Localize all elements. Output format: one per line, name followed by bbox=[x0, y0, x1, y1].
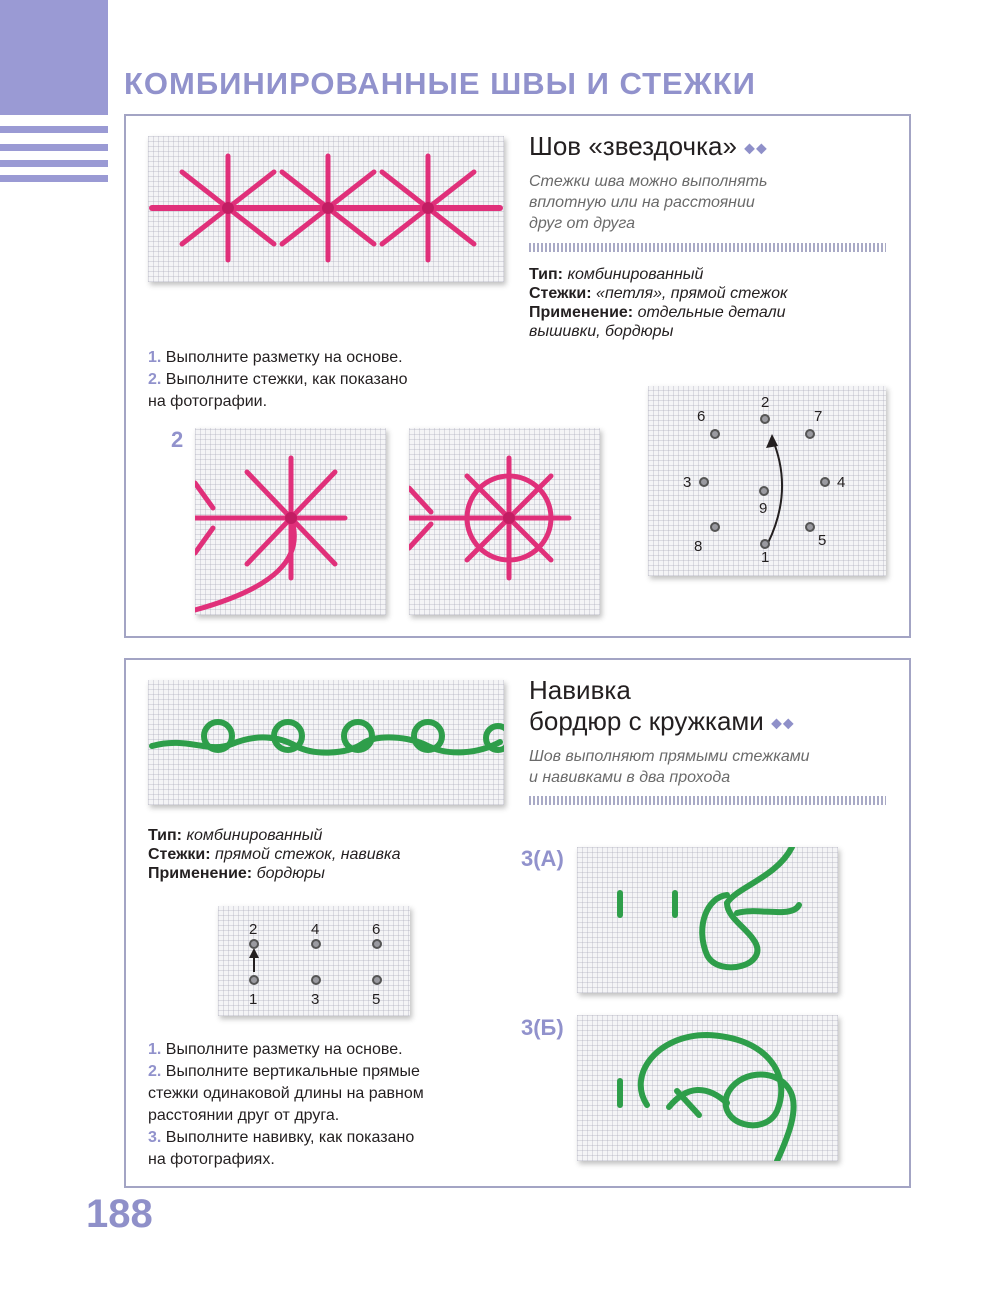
header-stripe bbox=[0, 144, 108, 151]
usage-value: бордюры bbox=[256, 865, 325, 882]
step-photo-right bbox=[409, 428, 600, 615]
step-text: стежки одинаковой длины на равном bbox=[148, 1085, 424, 1102]
note-line: и навивками в два прохода bbox=[529, 769, 731, 786]
border-stitch-diagram bbox=[218, 906, 410, 1016]
border-stitch-point-diagram bbox=[218, 906, 410, 1016]
divider bbox=[529, 796, 886, 805]
point-label: 3 bbox=[683, 474, 692, 491]
border-stitch-note bbox=[529, 746, 810, 788]
header-stripe bbox=[0, 126, 108, 133]
star-in-progress-illustration bbox=[195, 428, 386, 615]
figure-label: 2 bbox=[171, 427, 184, 452]
type-row bbox=[148, 826, 400, 845]
point-label: 6 bbox=[372, 921, 381, 938]
border-stitch-title-line: бордюр с кружками bbox=[529, 706, 764, 736]
point-label: 5 bbox=[372, 991, 381, 1008]
step-number: 2. bbox=[148, 371, 162, 388]
point-label: 6 bbox=[697, 408, 706, 425]
border-stitch-steps bbox=[148, 1039, 424, 1171]
step-photo-3b bbox=[577, 1015, 838, 1161]
note-line: Шов выполняют прямыми стежками bbox=[529, 748, 810, 765]
star-stitch-note bbox=[529, 171, 767, 234]
border-stitch-title bbox=[529, 675, 795, 739]
star-stitch-title-text: Шов «звездочка» bbox=[529, 131, 737, 161]
step-text: Выполните разметку на основе. bbox=[165, 349, 403, 366]
border-stitch-illustration bbox=[148, 680, 504, 805]
point-label: 1 bbox=[249, 991, 258, 1008]
border-stitch-photo bbox=[148, 680, 504, 805]
header-stripe bbox=[0, 175, 108, 182]
usage-row bbox=[529, 303, 788, 322]
step-item bbox=[148, 347, 407, 369]
step-item bbox=[148, 1061, 424, 1083]
step-item bbox=[148, 1039, 424, 1061]
point-label: 2 bbox=[761, 394, 770, 411]
stitches-row bbox=[529, 284, 788, 303]
star-stitch-steps bbox=[148, 347, 407, 413]
step-item bbox=[148, 1127, 424, 1149]
type-label: Тип: bbox=[529, 266, 563, 283]
point-label: 4 bbox=[837, 474, 846, 491]
usage-value: вышивки, бордюры bbox=[529, 323, 674, 340]
step-number: 1. bbox=[148, 349, 162, 366]
step-photo-left bbox=[195, 428, 386, 615]
step-number: 1. bbox=[148, 1041, 162, 1058]
divider bbox=[529, 243, 886, 252]
page-number: 188 bbox=[86, 1192, 153, 1236]
figure-label: 3(Б) bbox=[521, 1015, 564, 1040]
step-number: 3. bbox=[148, 1129, 162, 1146]
difficulty-diamonds-icon: ◆◆ bbox=[744, 139, 768, 156]
star-stitch-title bbox=[529, 131, 768, 164]
usage-label: Применение: bbox=[529, 304, 634, 321]
type-row bbox=[529, 265, 788, 284]
note-line: вплотную или на расстоянии bbox=[529, 194, 755, 211]
border-stitch-title-line: Навивка bbox=[529, 675, 631, 705]
step-text: Выполните вертикальные прямые bbox=[165, 1063, 420, 1080]
step-text: расстоянии друг от друга. bbox=[148, 1107, 340, 1124]
wrapping-step-a-illustration bbox=[577, 847, 838, 993]
header-stripe bbox=[0, 160, 108, 167]
stitches-row bbox=[148, 845, 400, 864]
point-label: 4 bbox=[311, 921, 320, 938]
point-label: 5 bbox=[818, 532, 827, 549]
point-label: 9 bbox=[759, 500, 768, 517]
step-photo-3a bbox=[577, 847, 838, 993]
star-stitch-point-diagram bbox=[648, 386, 886, 576]
stitches-label: Стежки: bbox=[529, 285, 592, 302]
usage-label: Применение: bbox=[148, 865, 253, 882]
stitches-value: «петля», прямой стежок bbox=[596, 285, 788, 302]
stitches-label: Стежки: bbox=[148, 846, 211, 863]
point-label: 7 bbox=[814, 408, 823, 425]
border-stitch-info bbox=[148, 826, 400, 883]
step-text: Выполните стежки, как показано bbox=[165, 371, 408, 388]
note-line: друг от друга bbox=[529, 215, 636, 232]
step-text: Выполните навивку, как показано bbox=[165, 1129, 415, 1146]
step-item bbox=[148, 369, 407, 391]
wrapping-step-b-illustration bbox=[577, 1015, 838, 1161]
stitches-value: прямой стежок, навивка bbox=[215, 846, 401, 863]
type-label: Тип: bbox=[148, 827, 182, 844]
star-stitch-diagram bbox=[648, 386, 886, 576]
step-text: на фотографии. bbox=[148, 393, 268, 410]
star-stitch-photo bbox=[148, 136, 504, 282]
usage-value: отдельные детали bbox=[637, 304, 786, 321]
figure-label: 3(А) bbox=[521, 846, 564, 871]
looped-star-illustration bbox=[409, 428, 600, 615]
step-text: Выполните разметку на основе. bbox=[165, 1041, 403, 1058]
usage-row bbox=[148, 864, 400, 883]
point-label: 2 bbox=[249, 921, 258, 938]
type-value: комбинированный bbox=[567, 266, 704, 283]
point-label: 3 bbox=[311, 991, 320, 1008]
header-accent-block bbox=[0, 0, 108, 115]
type-value: комбинированный bbox=[186, 827, 323, 844]
point-label: 8 bbox=[694, 538, 703, 555]
note-line: Стежки шва можно выполнять bbox=[529, 173, 768, 190]
point-label: 1 bbox=[761, 549, 770, 566]
page-heading: КОМБИНИРОВАННЫЕ ШВЫ И СТЕЖКИ bbox=[124, 66, 756, 101]
step-text: на фотографиях. bbox=[148, 1151, 275, 1168]
step-number: 2. bbox=[148, 1063, 162, 1080]
star-stitch-illustration bbox=[148, 136, 504, 282]
star-stitch-info bbox=[529, 265, 788, 341]
difficulty-diamonds-icon: ◆◆ bbox=[771, 714, 795, 731]
